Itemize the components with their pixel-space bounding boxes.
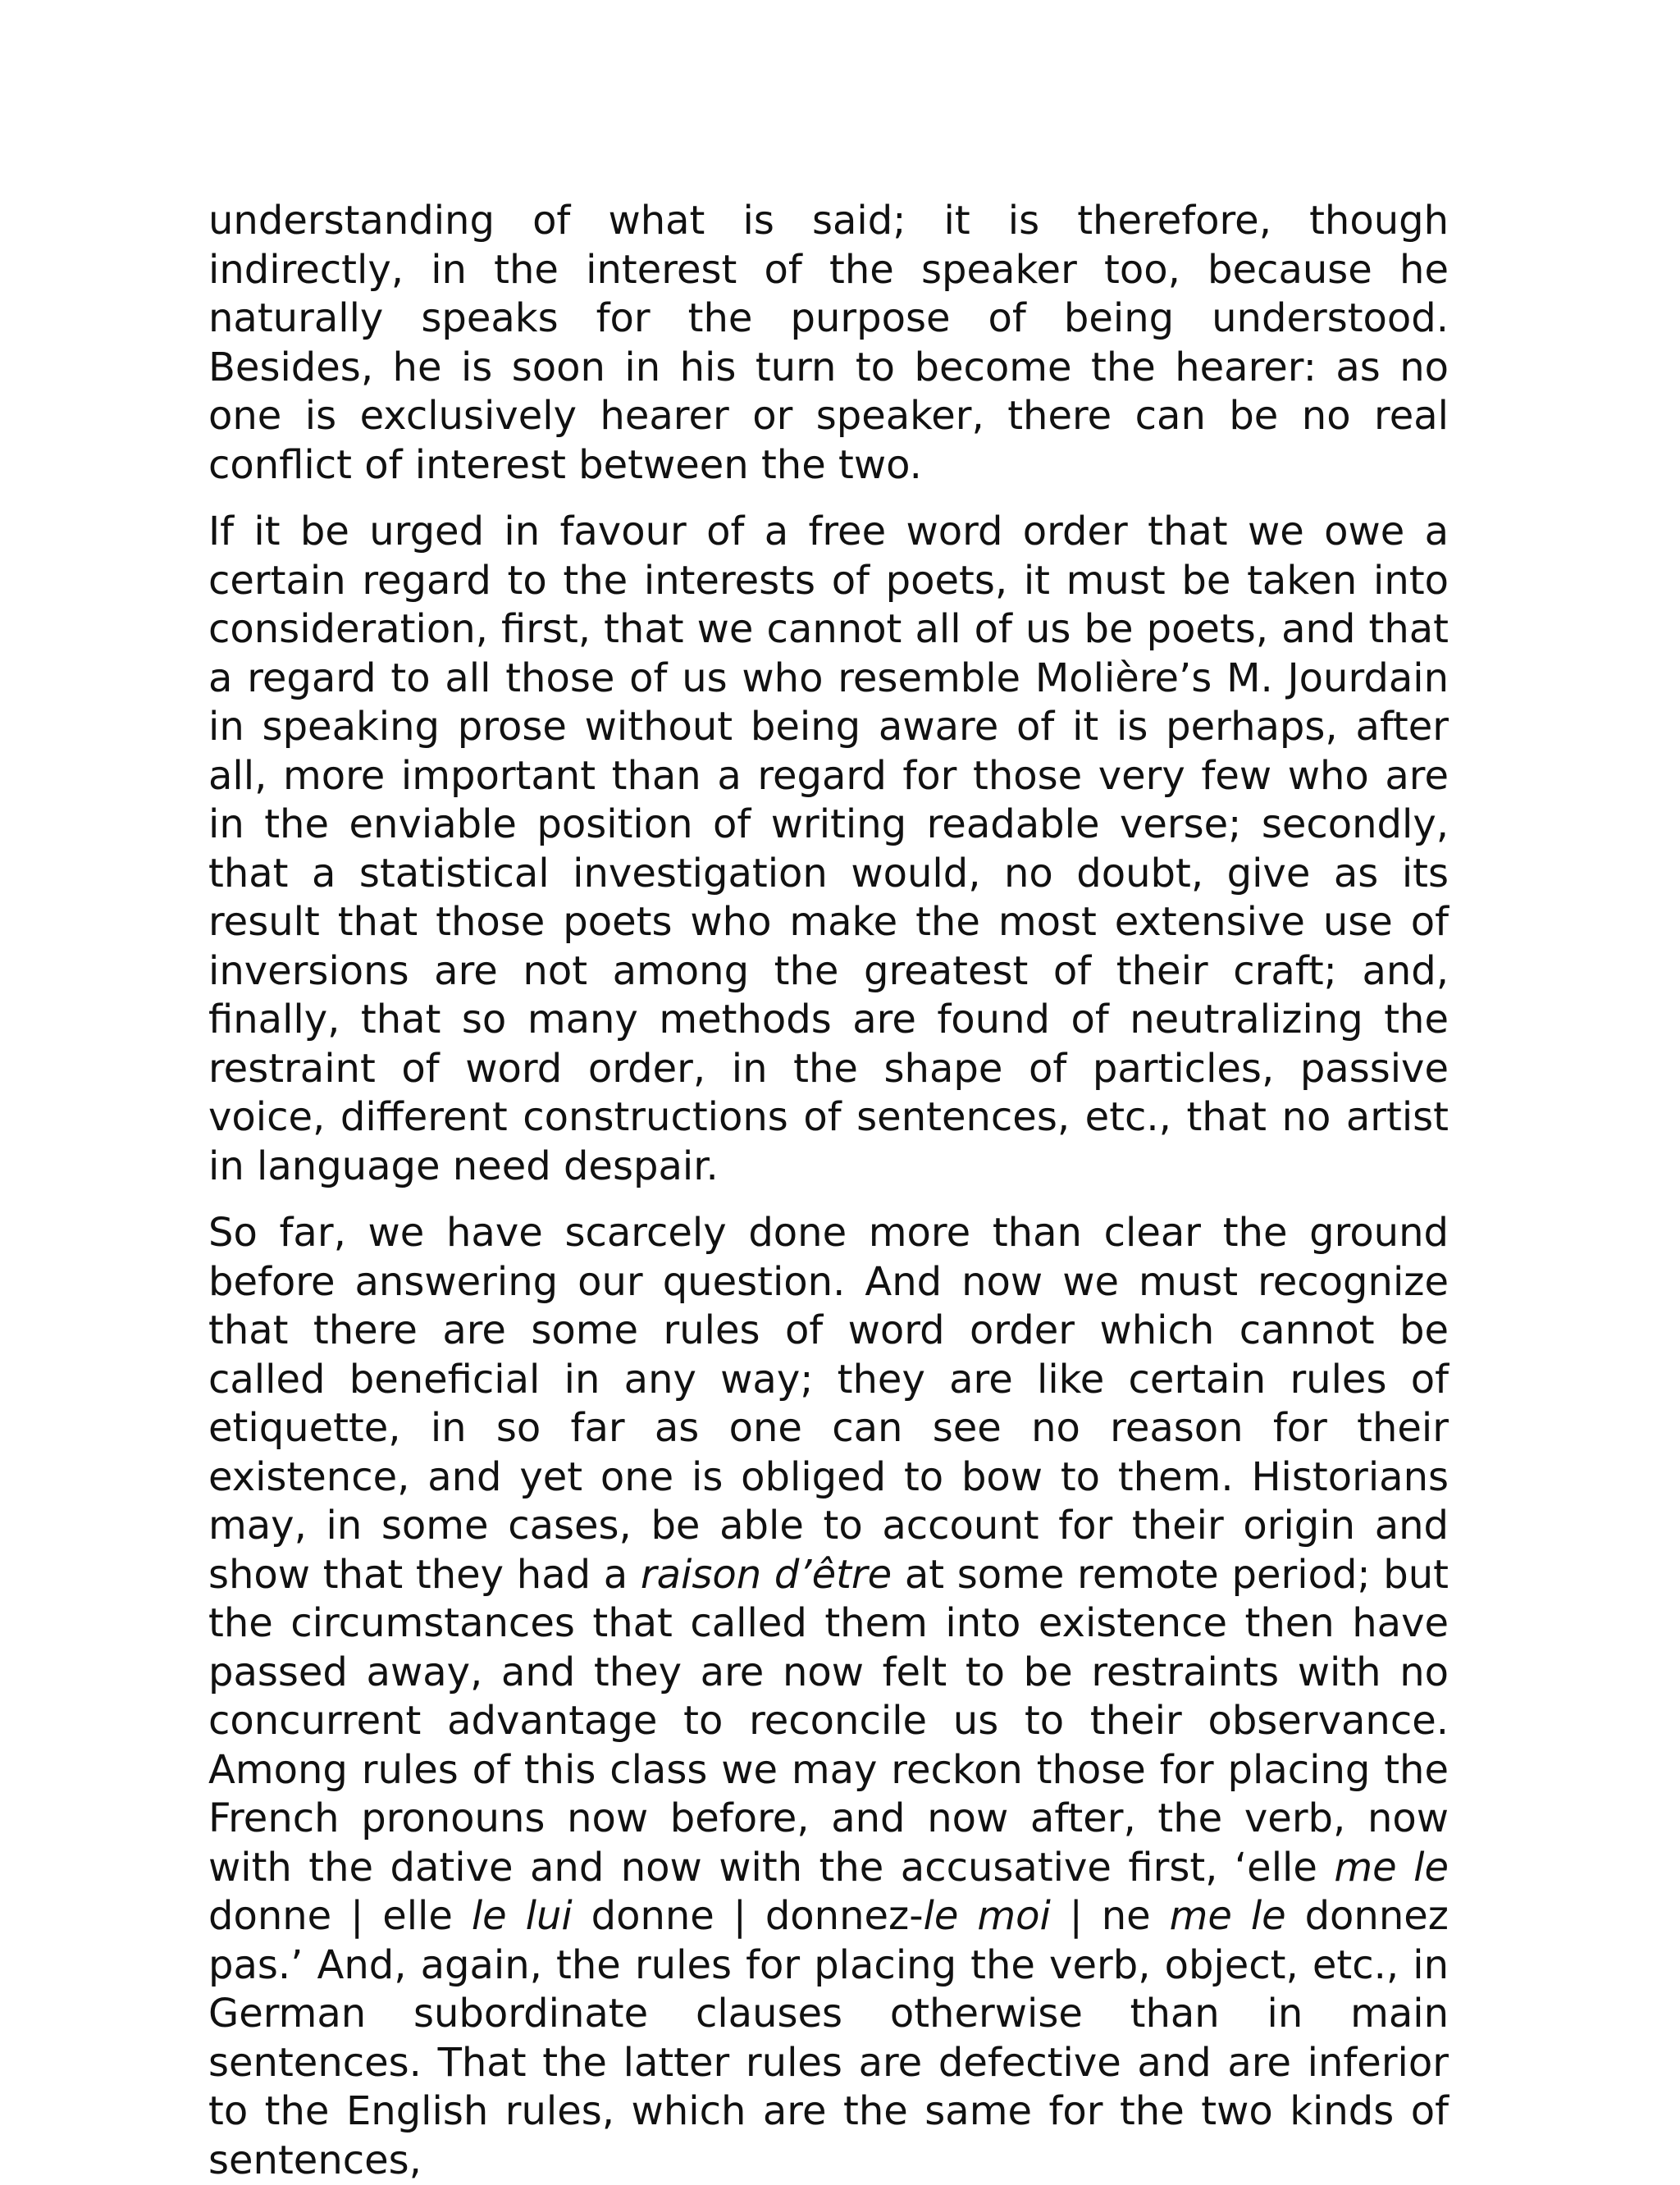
paragraph-3-italic-me-le-2: me le xyxy=(1169,1893,1286,1939)
paragraph-3 xyxy=(208,1209,1449,2185)
paragraph-3-text: at some remote period; but the circumstances that called them into existence then have passed away, and they are now felt to be restraints with no concurrent advantage to reconcile us to their observance. Among rules of this class we may reckon those for placing the French pronouns now before, and now after, the verb, now with the dative and now with the accusative first, ‘elle xyxy=(208,1551,1449,1891)
paragraph-3-text: donne | donnez- xyxy=(572,1893,924,1939)
paragraph-3-italic-le-lui: le lui xyxy=(471,1893,573,1939)
paragraph-1 xyxy=(208,197,1449,490)
paragraph-3-text: donne | elle xyxy=(208,1893,472,1939)
paragraph-3-text: | ne xyxy=(1050,1893,1170,1939)
paragraph-2-text: If it be urged in favour of a free word order that we owe a certain regard to the interests of poets, it must be taken into consideration, first, that we cannot all of us be poets, and that a regard to all those of us who resemble Molière’s M. Jourdain in speaking prose without being aware of it is perhaps, after all, more important than a regard for those very few who are in the enviable position of writing readable verse; secondly, that a statistical investigation would, no doubt, give as its result that those poets who make the most extensive use of inversions are not among the greatest of their craft; and, finally, that so many methods are found of neutralizing the restraint of word order, in the shape of particles, passive voice, different constructions of sentences, etc., that no artist in language need despair. xyxy=(208,509,1449,1189)
paragraph-3-italic-me-le: me le xyxy=(1334,1844,1449,1891)
paragraph-3-italic-le-moi: le moi xyxy=(923,1893,1051,1939)
paragraph-2 xyxy=(208,508,1449,1191)
paragraph-3-italic-raison: raison d’être xyxy=(640,1551,892,1598)
page-body xyxy=(208,197,1449,2185)
paragraph-3-text: donnez pas.’ And, again, the rules for placing the verb, object, etc., in German subordinate clauses otherwise than in main sentences. That the latter rules are defective and are inferior to the English rules, which are the same for the two kinds of sentences, xyxy=(208,1893,1449,2183)
paragraph-3-text: So far, we have scarcely done more than clear the ground before answering our question. And now we must recognize that there are some rules of word order which cannot be called beneficial in any way; they are like certain rules of etiquette, in so far as one can see no reason for their existence, and yet one is obliged to bow to them. Historians may, in some cases, be able to account for their origin and show that they had a xyxy=(208,1210,1449,1598)
paragraph-1-text: understanding of what is said; it is therefore, though indirectly, in the interest of the speaker too, because he naturally speaks for the purpose of being understood. Besides, he is soon in his turn to become the hearer: as no one is exclusively hearer or speaker, there can be no real conflict of interest between the two. xyxy=(208,198,1449,488)
